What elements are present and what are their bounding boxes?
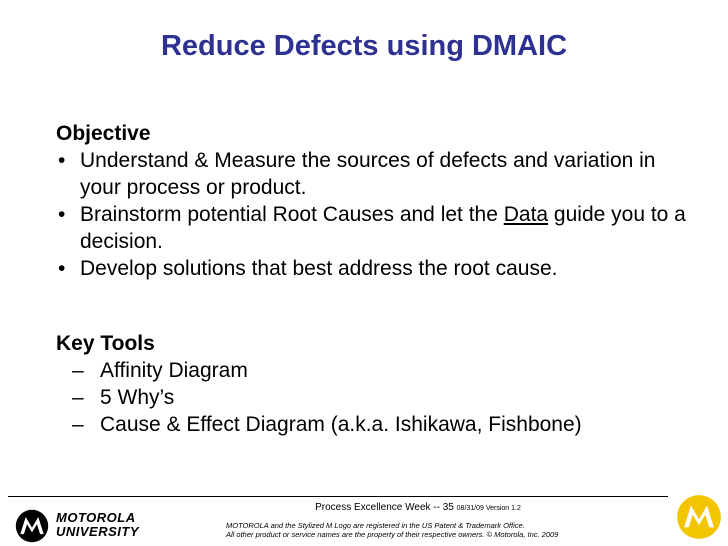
brand-line-2: UNIVERSITY xyxy=(56,524,140,539)
dash-marker: – xyxy=(72,413,84,436)
section-gap xyxy=(56,282,696,330)
bullet-text: Develop solutions that best address the root cause. xyxy=(80,257,558,280)
motorola-m-circle-icon xyxy=(676,494,722,540)
bullet-text: Understand & Measure the sources of defects and variation in your process or product. xyxy=(80,149,656,199)
footer-event xyxy=(226,502,610,513)
motorola-m-logo-icon xyxy=(14,508,50,544)
bullet-dot: • xyxy=(58,203,66,226)
legal-line-2: All other product or service names are the property of their respective owners. © Motorola, Inc. 2009 xyxy=(226,530,559,539)
footer-legal xyxy=(226,521,656,539)
tool-item-cause-effect xyxy=(56,411,696,438)
slide-body xyxy=(56,120,696,438)
key-tools-heading: Key Tools xyxy=(56,332,155,355)
bullet-text-after: guide you to a decision. xyxy=(80,203,686,253)
tool-item-affinity xyxy=(56,357,696,384)
objective-bullet-1 xyxy=(56,147,696,201)
objective-heading: Objective xyxy=(56,122,151,145)
objective-bullet-2 xyxy=(56,201,696,255)
legal-line-1: MOTOROLA and the Stylized M Logo are registered in the US Patent & Trademark Office. xyxy=(226,521,525,530)
tool-item-label: Cause & Effect Diagram (a.k.a. Ishikawa, Fishbone) xyxy=(100,413,582,436)
bullet-dot: • xyxy=(58,149,66,172)
tool-item-label: Affinity Diagram xyxy=(100,359,248,382)
brand-line-1: MOTOROLA xyxy=(56,510,136,525)
dash-marker: – xyxy=(72,359,84,382)
footer-divider xyxy=(8,496,668,497)
dash-marker: – xyxy=(72,386,84,409)
bullet-text-before: Brainstorm potential Root Causes and let the xyxy=(80,203,504,226)
footer-version: 08/31/09 Version 1.2 xyxy=(456,505,521,512)
slide-title: Reduce Defects using DMAIC xyxy=(160,30,568,62)
tool-item-five-whys xyxy=(56,384,696,411)
objective-bullet-3 xyxy=(56,255,696,282)
brand-text xyxy=(56,511,139,539)
data-underlined-word: Data xyxy=(503,203,549,226)
footer-event-text: Process Excellence Week -- 35 xyxy=(315,502,454,513)
tool-item-label: 5 Why’s xyxy=(100,386,175,409)
bullet-dot: • xyxy=(58,257,66,280)
